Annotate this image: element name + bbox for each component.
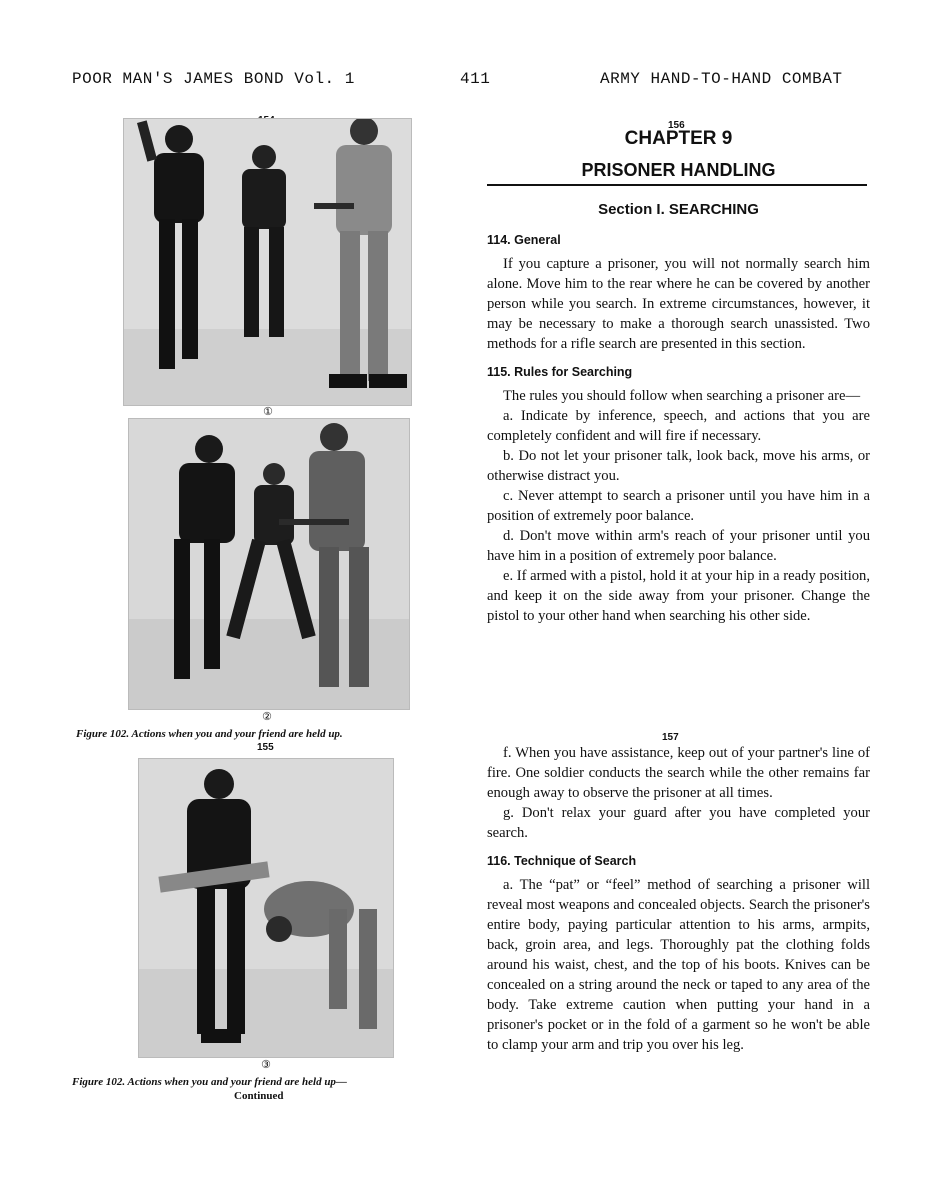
figure-photo-2 [128,418,410,710]
para-115-d: d. Don't move within arm's reach of your prisoner until you have him in a position of extremely poor balance. [487,528,870,564]
heading-115: 115. Rules for Searching [487,365,633,379]
page-number-top: 156 [668,120,685,131]
para-115-b: b. Do not let your prisoner talk, look back, move his arms, or otherwise distract you. [487,448,870,484]
chapter-title: PRISONER HANDLING [581,160,776,180]
figure-caption-2: Figure 102. Actions when you and your friend are held up— [72,1076,347,1088]
panel-marker-3: ③ [261,1058,271,1071]
page-number-mid: 157 [662,732,679,743]
chapter-number: CHAPTER 9 [624,128,733,149]
para-115-a: a. Indicate by inference, speech, and actions that you are completely confident and will fire if necessary. [487,408,870,444]
para-116-a: a. The “pat” or “feel” method of searching a prisoner will reveal most weapons and concealed objects. Search the prisoner's entire body, paying particular attention to his arms, armpits, back, groin area, and legs. Thoroughly pat the clothing folds around his waist, chest, and the top of his boots. Knives can be concealed on a string around the neck or taped to any area of the body. Take extreme caution when putting your hand in a prisoner's pocket or in the fold of a garment so he won't be able to clamp your arm and trip you over his leg. [487,877,870,1053]
chapter-rule [487,184,867,186]
para-114: If you capture a prisoner, you will not normally search him alone. Move him to the rear where he can be covered by another person while you search. In extreme circumstances, however, it may be necessary to make a thorough search unassisted. Two methods for a rifle search are presented in this section. [487,256,870,352]
panel-marker-1: ① [263,405,273,418]
section-heading: Section I. SEARCHING [598,201,759,218]
body-text-1 [487,230,870,626]
heading-116: 116. Technique of Search [487,854,637,868]
photo-number-mid: 155 [257,742,274,753]
figure-caption-1: Figure 102. Actions when you and your friend are held up. [76,728,343,740]
panel-marker-2: ② [262,710,272,723]
heading-114: 114. General [487,233,561,247]
para-115-f: f. When you have assistance, keep out of your partner's line of fire. One soldier conducts the search while the other remains far enough away to observe the prisoner at all times. [487,745,870,801]
para-115-intro: The rules you should follow when searching a prisoner are— [503,388,861,404]
para-115-c: c. Never attempt to search a prisoner until you have him in a position of extremely poor balance. [487,488,870,524]
figure-caption-2-continued: Continued [234,1090,284,1102]
para-115-g: g. Don't relax your guard after you have completed your search. [487,805,870,841]
body-text-2 [487,743,870,1055]
running-header-right: ARMY HAND-TO-HAND COMBAT [600,70,843,88]
page-number: 411 [460,70,491,88]
figure-photo-1 [123,118,412,406]
figure-photo-3 [138,758,394,1058]
para-115-e: e. If armed with a pistol, hold it at your hip in a ready position, and keep it on the side away from your prisoner. Change the pistol to your other hand when searching his other side. [487,568,870,624]
running-header-left: POOR MAN'S JAMES BOND Vol. 1 [72,70,355,88]
